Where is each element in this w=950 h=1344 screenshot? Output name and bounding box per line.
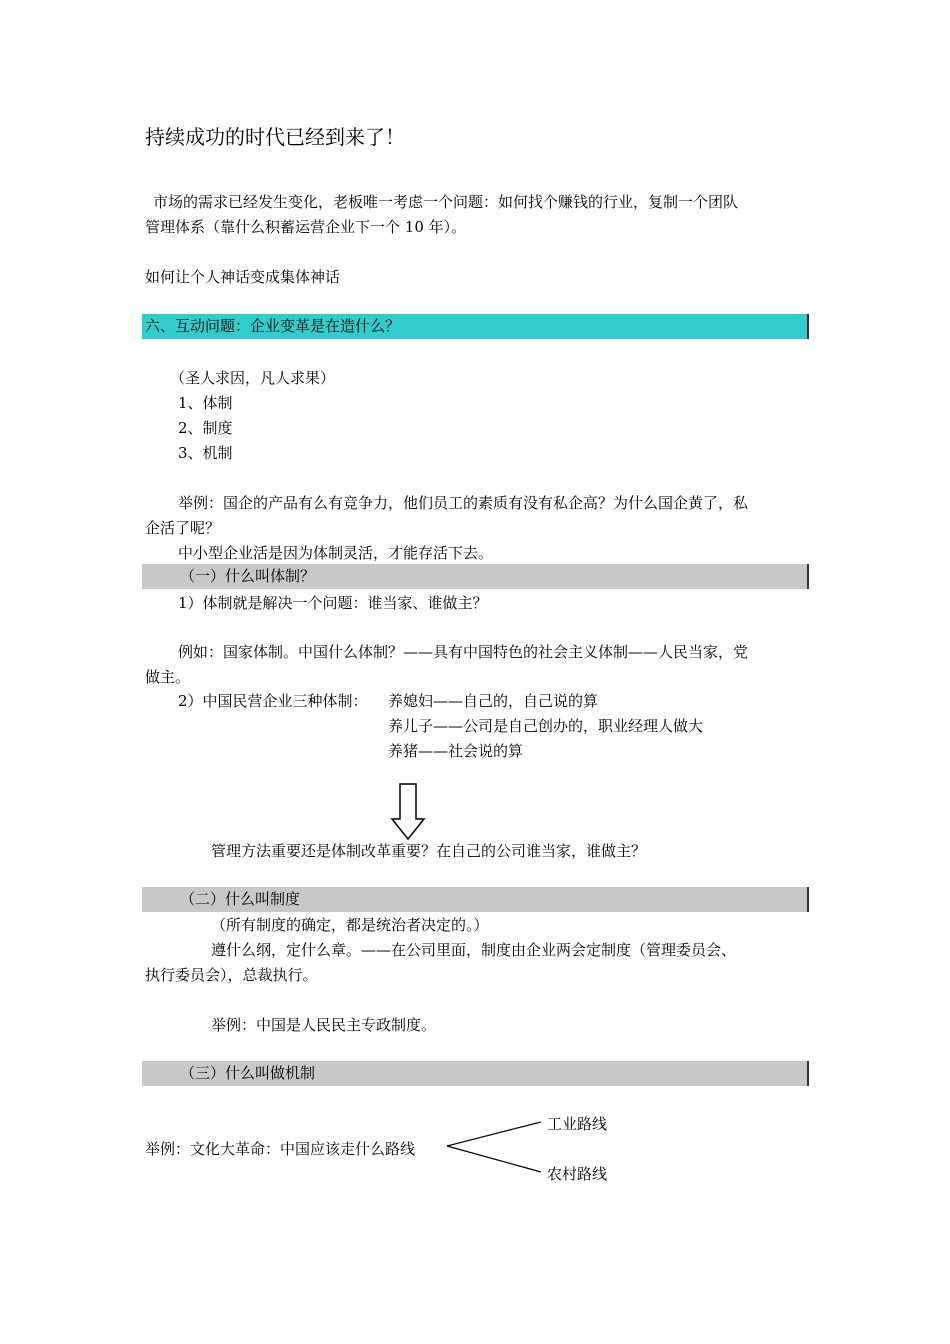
part2-heading: （二）什么叫制度 xyxy=(180,890,301,908)
branch-bottom-label: 农村路线 xyxy=(547,1165,608,1183)
part2-heading-band xyxy=(142,887,809,912)
list-item-2: 2、制度 xyxy=(178,419,233,437)
list-item-1: 1、体制 xyxy=(178,394,233,412)
part1-point1: 1）体制就是解决一个问题：谁当家、谁做主？ xyxy=(178,594,488,612)
part3-example: 举例：文化大革命：中国应该走什么路线 xyxy=(145,1140,416,1158)
section6-heading: 六、互动问题：企业变革是在造什么？ xyxy=(145,317,401,335)
part1-point2-item-2: 养儿子——公司是自己创办的，职业经理人做大 xyxy=(388,717,704,735)
part2-example: 举例：中国是人民民主专政制度。 xyxy=(211,1016,437,1034)
branch-top-label: 工业路线 xyxy=(547,1115,608,1133)
part1-example-line-1: 例如：国家体制。中国什么体制？——具有中国特色的社会主义体制——人民当家，党 xyxy=(178,643,749,661)
part2-body-line-2: 执行委员会），总裁执行。 xyxy=(145,966,318,984)
intro-line-2: 管理体系（靠什么积蓄运营企业下一个 10 年）。 xyxy=(145,218,467,236)
down-arrow-icon xyxy=(390,783,426,841)
branch-lines xyxy=(445,1118,545,1178)
list-item-3: 3、机制 xyxy=(178,444,233,462)
part1-point2-label: 2）中国民营企业三种体制： xyxy=(178,692,368,710)
section6-heading-band xyxy=(142,314,809,339)
part3-heading-band xyxy=(142,1061,809,1086)
part1-example-line-2: 做主。 xyxy=(145,668,191,686)
part1-question: 管理方法重要还是体制改革重要？在自己的公司谁当家，谁做主？ xyxy=(211,842,647,860)
part1-heading-band xyxy=(142,564,809,589)
part1-heading: （一）什么叫体制？ xyxy=(180,567,316,585)
section6-example-line-1: 举例：国企的产品有么有竞争力，他们员工的素质有没有私企高？为什么国企黄了，私 xyxy=(178,494,749,512)
subtitle: 如何让个人神话变成集体神话 xyxy=(145,268,341,286)
part2-note: （所有制度的确定，都是统治者决定的。） xyxy=(211,916,489,934)
part1-point2-item-3: 养猪——社会说的算 xyxy=(388,742,524,760)
part2-body-line-1: 遵什么纲，定什么章。——在公司里面，制度由企业两会定制度（管理委员会、 xyxy=(211,941,737,959)
page-title: 持续成功的时代已经到来了！ xyxy=(145,125,405,149)
section6-quote: （圣人求因，凡人求果） xyxy=(170,369,336,387)
intro-line-1: 市场的需求已经发生变化，老板唯一考虑一个问题：如何找个赚钱的行业，复制一个团队 xyxy=(153,193,739,211)
section6-sme: 中小型企业活是因为体制灵活，才能存活下去。 xyxy=(178,544,494,562)
part3-heading: （三）什么叫做机制 xyxy=(180,1064,316,1082)
section6-example-line-2: 企活了呢？ xyxy=(145,519,221,537)
part1-point2-item-1: 养媳妇——自己的，自己说的算 xyxy=(388,692,599,710)
